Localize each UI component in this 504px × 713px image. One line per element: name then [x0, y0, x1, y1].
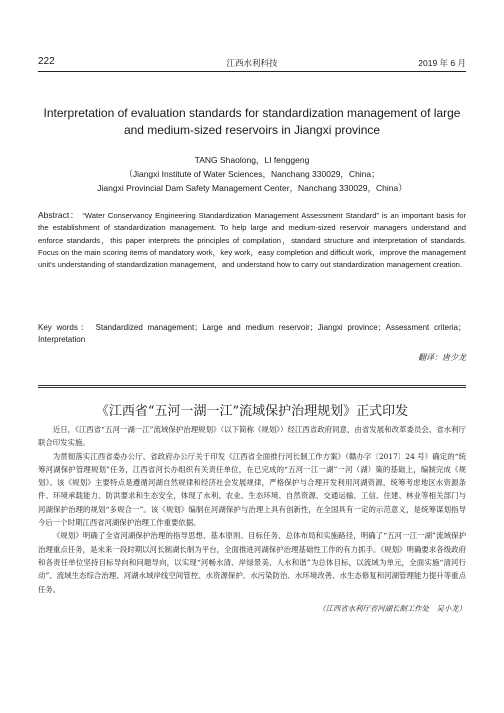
keywords-text: Standardized management；Large and medium reservoir；Jiangxi province；Assessment criteria；Interpretation: [38, 323, 466, 345]
page-header: [38, 56, 466, 70]
news-signature: （江西省水利厅省河湖长制工作处 吴小龙）: [318, 604, 466, 613]
news-body: [38, 423, 466, 596]
issue-date: 2019 年 6 月: [418, 58, 466, 68]
keywords: [38, 322, 466, 347]
abstract-text: “Water Conservancy Engineering Standardization Management Assessment Standard” is an important basis for the establishment of standardization management. To help large and medium-sized reservoir managers understand and enforce standards，this paper interprets the principles of compilation，standard structure and interpretation of standards. Focus on the main scoring items of mandatory work，key work，easy completion and difficult work，improve the management unit's understanding of standardization management，and understand how to carry out standardization management creation.: [38, 211, 466, 270]
affiliation-line-1: （Jiangxi Institute of Water Sciences，Nanchang 330029，China；: [124, 169, 380, 179]
news-paragraph: 《规划》明确了全省河湖保护治理的指导思想、基本原则、目标任务、总体布局和实施路径，明确了“五河一江一湖”流域保护治理重点任务，是未来一段时期以河长制湖长制为平台，全面推进河湖保护治理基础性工作的有力抓手。《规划》明确要求各级政府和各责任单位坚持目标导向和问题导向，以实现“河畅水清、岸绿景美、人水和谐”为总体目标，以流域为单元，全面实施“清河行动”、流域生态综合治理、河湖水域岸线空间管控、水资源保护、水污染防治、水环境改善、水生态修复和河湖管理能力提升等重点任务。: [38, 531, 466, 594]
header-rule: [38, 71, 466, 72]
abstract: [38, 209, 466, 271]
keywords-label: Key words：: [38, 323, 91, 332]
affiliation-line-2: Jiangxi Provincial Dam Safety Management Center，Nanchang 330029，China）: [97, 183, 407, 193]
abstract-label: Abstract：: [38, 210, 80, 220]
news-paragraph: 近日，《江西省“五河一湖一江”流域保护治理规划》（以下简称《规划》）经江西省政府同意，由省发展和改革委员会、省水利厅联合印发实施。: [38, 425, 466, 448]
news-paragraph: 为贯彻落实江西省委办公厅、省政府办公厅关于印发《江西省全面推行河长制工作方案》（赣办字〔2017〕24 号）确定的“统筹河湖保护管理规划”任务，江西省河长办组织有关责任单位，在已完成的“五河一江一湖”一河（湖）策的基础上，编制完成《规划》。该《规划》主要特点是遵循河湖自然规律和经济社会发展规律，严格保护与合理开发利用河湖资源，统筹考虑地区水资源条件、环境承载能力、防洪要求和生态安全，体现了水利、农业、生态环境、自然资源、交通运输、工信、住建、林业等相关部门与河湖保护治理的规划“多规合一”。该《规划》编制在河湖保护与治理上具有创新性，在全国具有一定的示范意义，是统筹谋划指导今后一个时期江西省河湖保护治理工作重要依据。: [38, 451, 466, 528]
authors: TANG Shaolong，LI fenggeng: [194, 155, 310, 165]
english-title: Interpretation of evaluation standards for standardization management of large and medium-sized reservoirs in Jiangxi province: [43, 106, 461, 137]
section-divider: [38, 385, 466, 388]
news-title: 《江西省“五河一湖一江”流域保护治理规划》正式印发: [95, 404, 409, 419]
translator-credit: 翻译：唐少龙: [418, 353, 466, 362]
author-block: [38, 153, 466, 195]
journal-name: 江西水利科技: [226, 58, 278, 68]
page-number: 222: [38, 56, 55, 67]
